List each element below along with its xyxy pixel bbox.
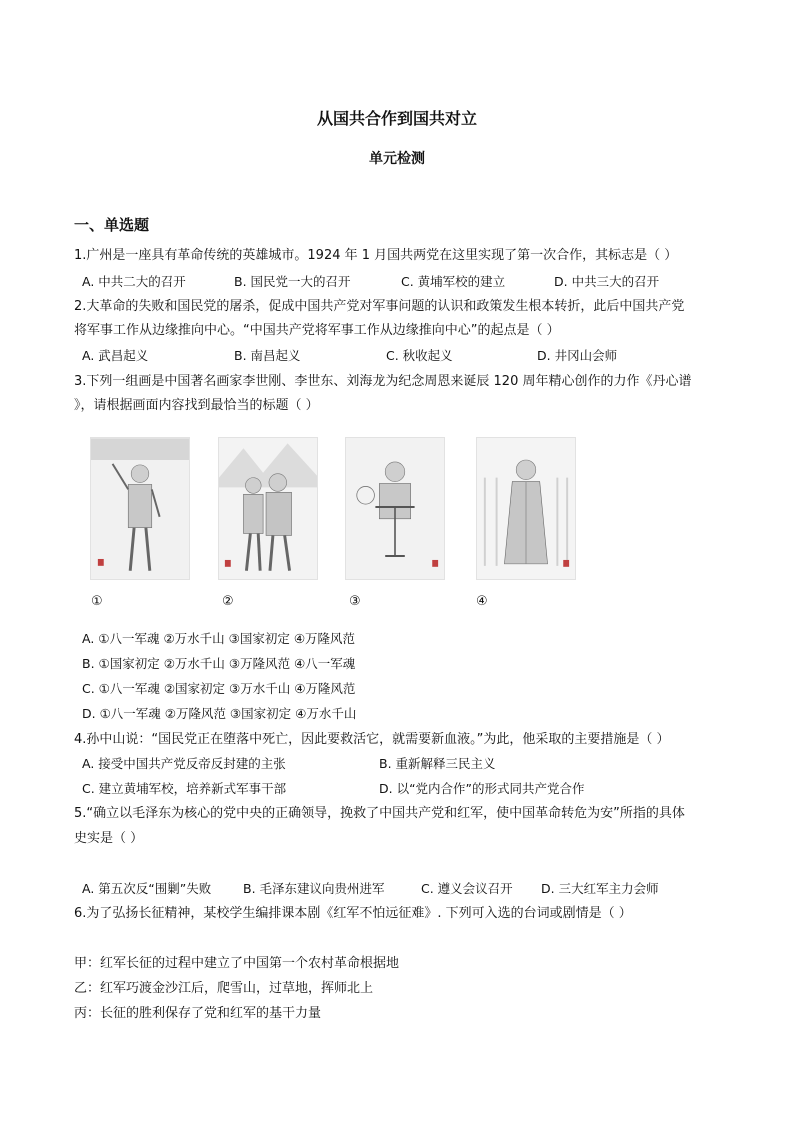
q4-option-a: A. 接受中国共产党反帝反封建的主张 xyxy=(82,756,286,771)
q2-option-a: A. 武昌起义 xyxy=(82,348,149,363)
q5-option-c: C. 遵义会议召开 xyxy=(421,881,513,896)
question-3-stem-line-2: 》，请根据画面内容找到最恰当的标题（ ） xyxy=(74,398,319,413)
painting-3-number: ③ xyxy=(349,594,361,609)
q4-option-b: B. 重新解释三民主义 xyxy=(379,756,496,771)
painting-1-number: ① xyxy=(91,594,103,609)
q5-option-a: A. 第五次反“围剿”失败 xyxy=(82,881,212,896)
q6-item-bing: 丙：长征的胜利保存了党和红军的基干力量 xyxy=(74,1006,322,1021)
q1-option-b: B. 国民党一大的召开 xyxy=(234,274,351,289)
question-5-stem-line-1: 5.“确立以毛泽东为核心的党中央的正确领导，挽救了中国共产党和红军，使中国革命转危为安”所指的具体 xyxy=(74,806,685,821)
question-5-stem-line-2: 史实是（ ） xyxy=(74,831,144,846)
painting-1-image xyxy=(90,437,190,580)
document-subtitle: 单元检测 xyxy=(369,151,425,167)
q1-option-c: C. 黄埔军校的建立 xyxy=(401,274,506,289)
question-1-stem: 1.广州是一座具有革命传统的英雄城市。1924 年 1 月国共两党在这里实现了第一次合作，其标志是（ ） xyxy=(74,248,678,263)
document-title: 从国共合作到国共对立 xyxy=(316,109,477,128)
q3-option-b: B. ①国家初定 ②万水千山 ③万隆风范 ④八一军魂 xyxy=(82,656,356,671)
q3-option-d: D. ①八一军魂 ②万隆风范 ③国家初定 ④万水千山 xyxy=(82,706,357,721)
question-3-stem-line-1: 3.下列一组画是中国著名画家李世刚、李世东、刘海龙为纪念周恩来诞辰 120 周年精心创作的力作《丹心谱 xyxy=(74,374,692,389)
q2-option-d: D. 井冈山会师 xyxy=(537,348,618,363)
painting-3-image xyxy=(345,437,445,580)
q1-option-a: A. 中共二大的召开 xyxy=(82,274,186,289)
q4-option-d: D. 以“党内合作”的形式同共产党合作 xyxy=(379,781,585,796)
q2-option-b: B. 南昌起义 xyxy=(234,348,301,363)
q3-option-a: A. ①八一军魂 ②万水千山 ③国家初定 ④万隆风范 xyxy=(82,631,356,646)
q6-item-yi: 乙：红军巧渡金沙江后，爬雪山，过草地，挥师北上 xyxy=(74,981,374,996)
painting-4-image xyxy=(476,437,576,580)
q1-option-d: D. 中共三大的召开 xyxy=(554,274,660,289)
question-2-stem-line-2: 将军事工作从边缘推向中心。“中国共产党将军事工作从边缘推向中心”的起点是（ ） xyxy=(74,323,560,338)
question-4-stem: 4.孙中山说：“国民党正在堕落中死亡，因此要救活它，就需要新血液。”为此，他采取的主要措施是（ ） xyxy=(74,732,670,747)
question-2-stem-line-1: 2.大革命的失败和国民党的屠杀，促成中国共产党对军事问题的认识和政策发生根本转折，此后中国共产党 xyxy=(74,299,685,314)
q4-option-c: C. 建立黄埔军校，培养新式军事干部 xyxy=(82,781,287,796)
q3-option-c: C. ①八一军魂 ②国家初定 ③万水千山 ④万隆风范 xyxy=(82,681,356,696)
q5-option-b: B. 毛泽东建议向贵州进军 xyxy=(243,881,385,896)
q6-item-jia: 甲：红军长征的过程中建立了中国第一个农村革命根据地 xyxy=(74,956,400,971)
painting-4-number: ④ xyxy=(476,594,488,609)
question-6-stem: 6.为了弘扬长征精神，某校学生编排课本剧《红军不怕远征难》. 下列可入选的台词或剧情是（ ） xyxy=(74,906,632,921)
painting-2-number: ② xyxy=(222,594,234,609)
q2-option-c: C. 秋收起义 xyxy=(386,348,453,363)
painting-2-image xyxy=(218,437,318,580)
q5-option-d: D. 三大红军主力会师 xyxy=(541,881,659,896)
section-heading: 一、单选题 xyxy=(74,216,150,234)
